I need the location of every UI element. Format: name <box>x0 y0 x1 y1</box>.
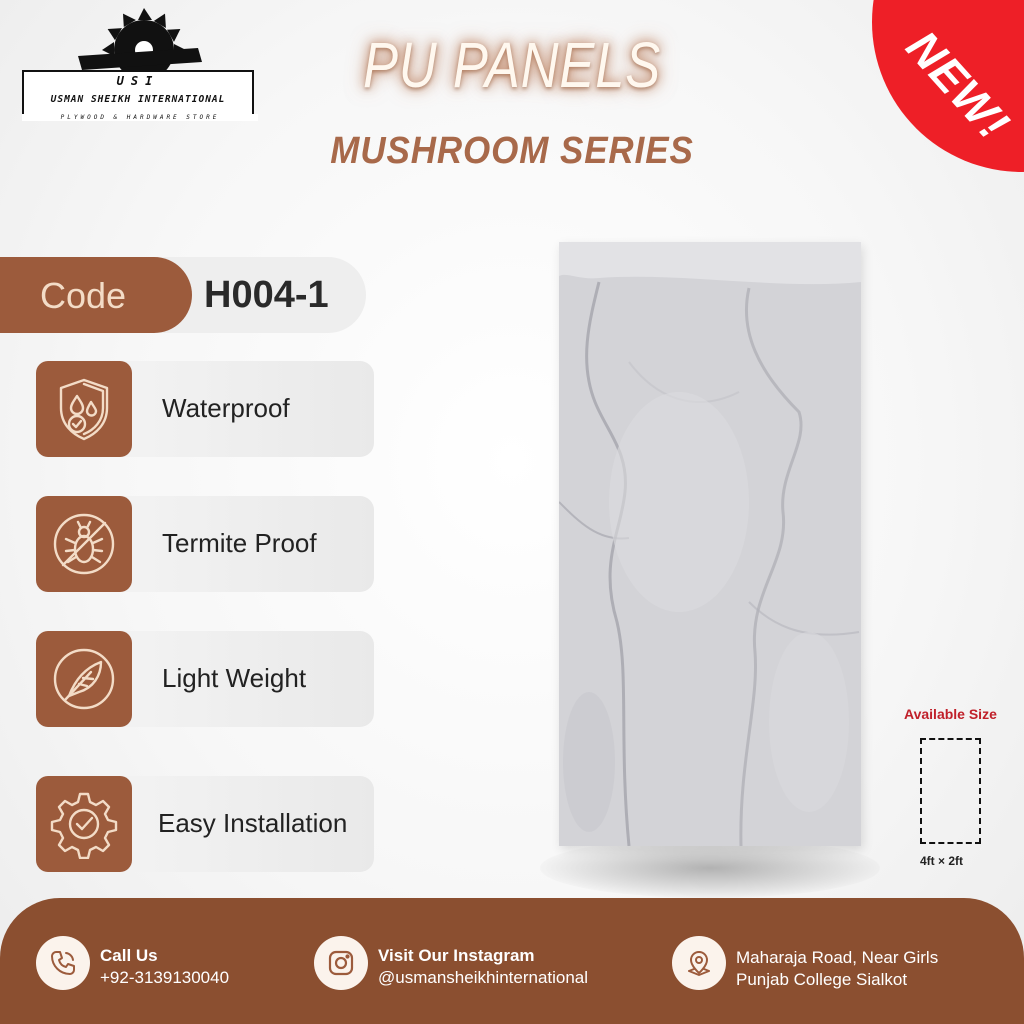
phone-icon <box>36 936 90 990</box>
logo-abbreviation: USI <box>116 74 160 88</box>
water-shield-icon <box>36 361 132 457</box>
no-termite-icon <box>36 496 132 592</box>
logo-tagline: PLYWOOD & HARDWARE STORE <box>22 114 258 121</box>
code-label-box <box>0 257 192 333</box>
stone-texture <box>559 242 861 846</box>
size-value: 4ft × 2ft <box>920 854 964 868</box>
instagram-title: Visit Our Instagram <box>378 946 535 965</box>
feature-termite-proof <box>36 496 374 592</box>
product-code-pill <box>0 257 366 333</box>
size-diagram <box>920 738 981 844</box>
feature-light-weight <box>36 631 374 727</box>
feather-icon <box>36 631 132 727</box>
address-line-1: Maharaja Road, Near Girls <box>736 948 939 967</box>
logo-company-name: USMAN SHEIKH INTERNATIONAL <box>50 94 226 105</box>
instagram-handle[interactable]: @usmansheikhinternational <box>378 968 589 987</box>
feature-label: Easy Installation <box>158 808 348 838</box>
code-label: Code <box>40 275 127 316</box>
product-panel-image <box>559 242 861 846</box>
feature-label: Termite Proof <box>162 528 317 558</box>
page-title: PU PANELS <box>362 29 662 101</box>
feature-waterproof <box>36 361 374 457</box>
instagram-icon <box>314 936 368 990</box>
phone-number[interactable]: +92-3139130040 <box>100 968 230 987</box>
code-value: H004-1 <box>204 274 329 316</box>
address-line-2: Punjab College Sialkot <box>736 970 908 989</box>
page-subtitle: MUSHROOM SERIES <box>330 130 694 172</box>
available-size-label: Available Size <box>904 706 997 722</box>
feature-label: Waterproof <box>162 393 290 423</box>
feature-easy-installation <box>36 776 374 872</box>
contact-footer <box>0 898 1024 1024</box>
call-us-title: Call Us <box>100 946 158 965</box>
new-badge-text: NEW! <box>896 20 1021 150</box>
panel-shadow <box>540 838 880 898</box>
feature-label: Light Weight <box>162 663 307 693</box>
gear-check-icon <box>36 776 132 872</box>
location-pin-icon <box>672 936 726 990</box>
